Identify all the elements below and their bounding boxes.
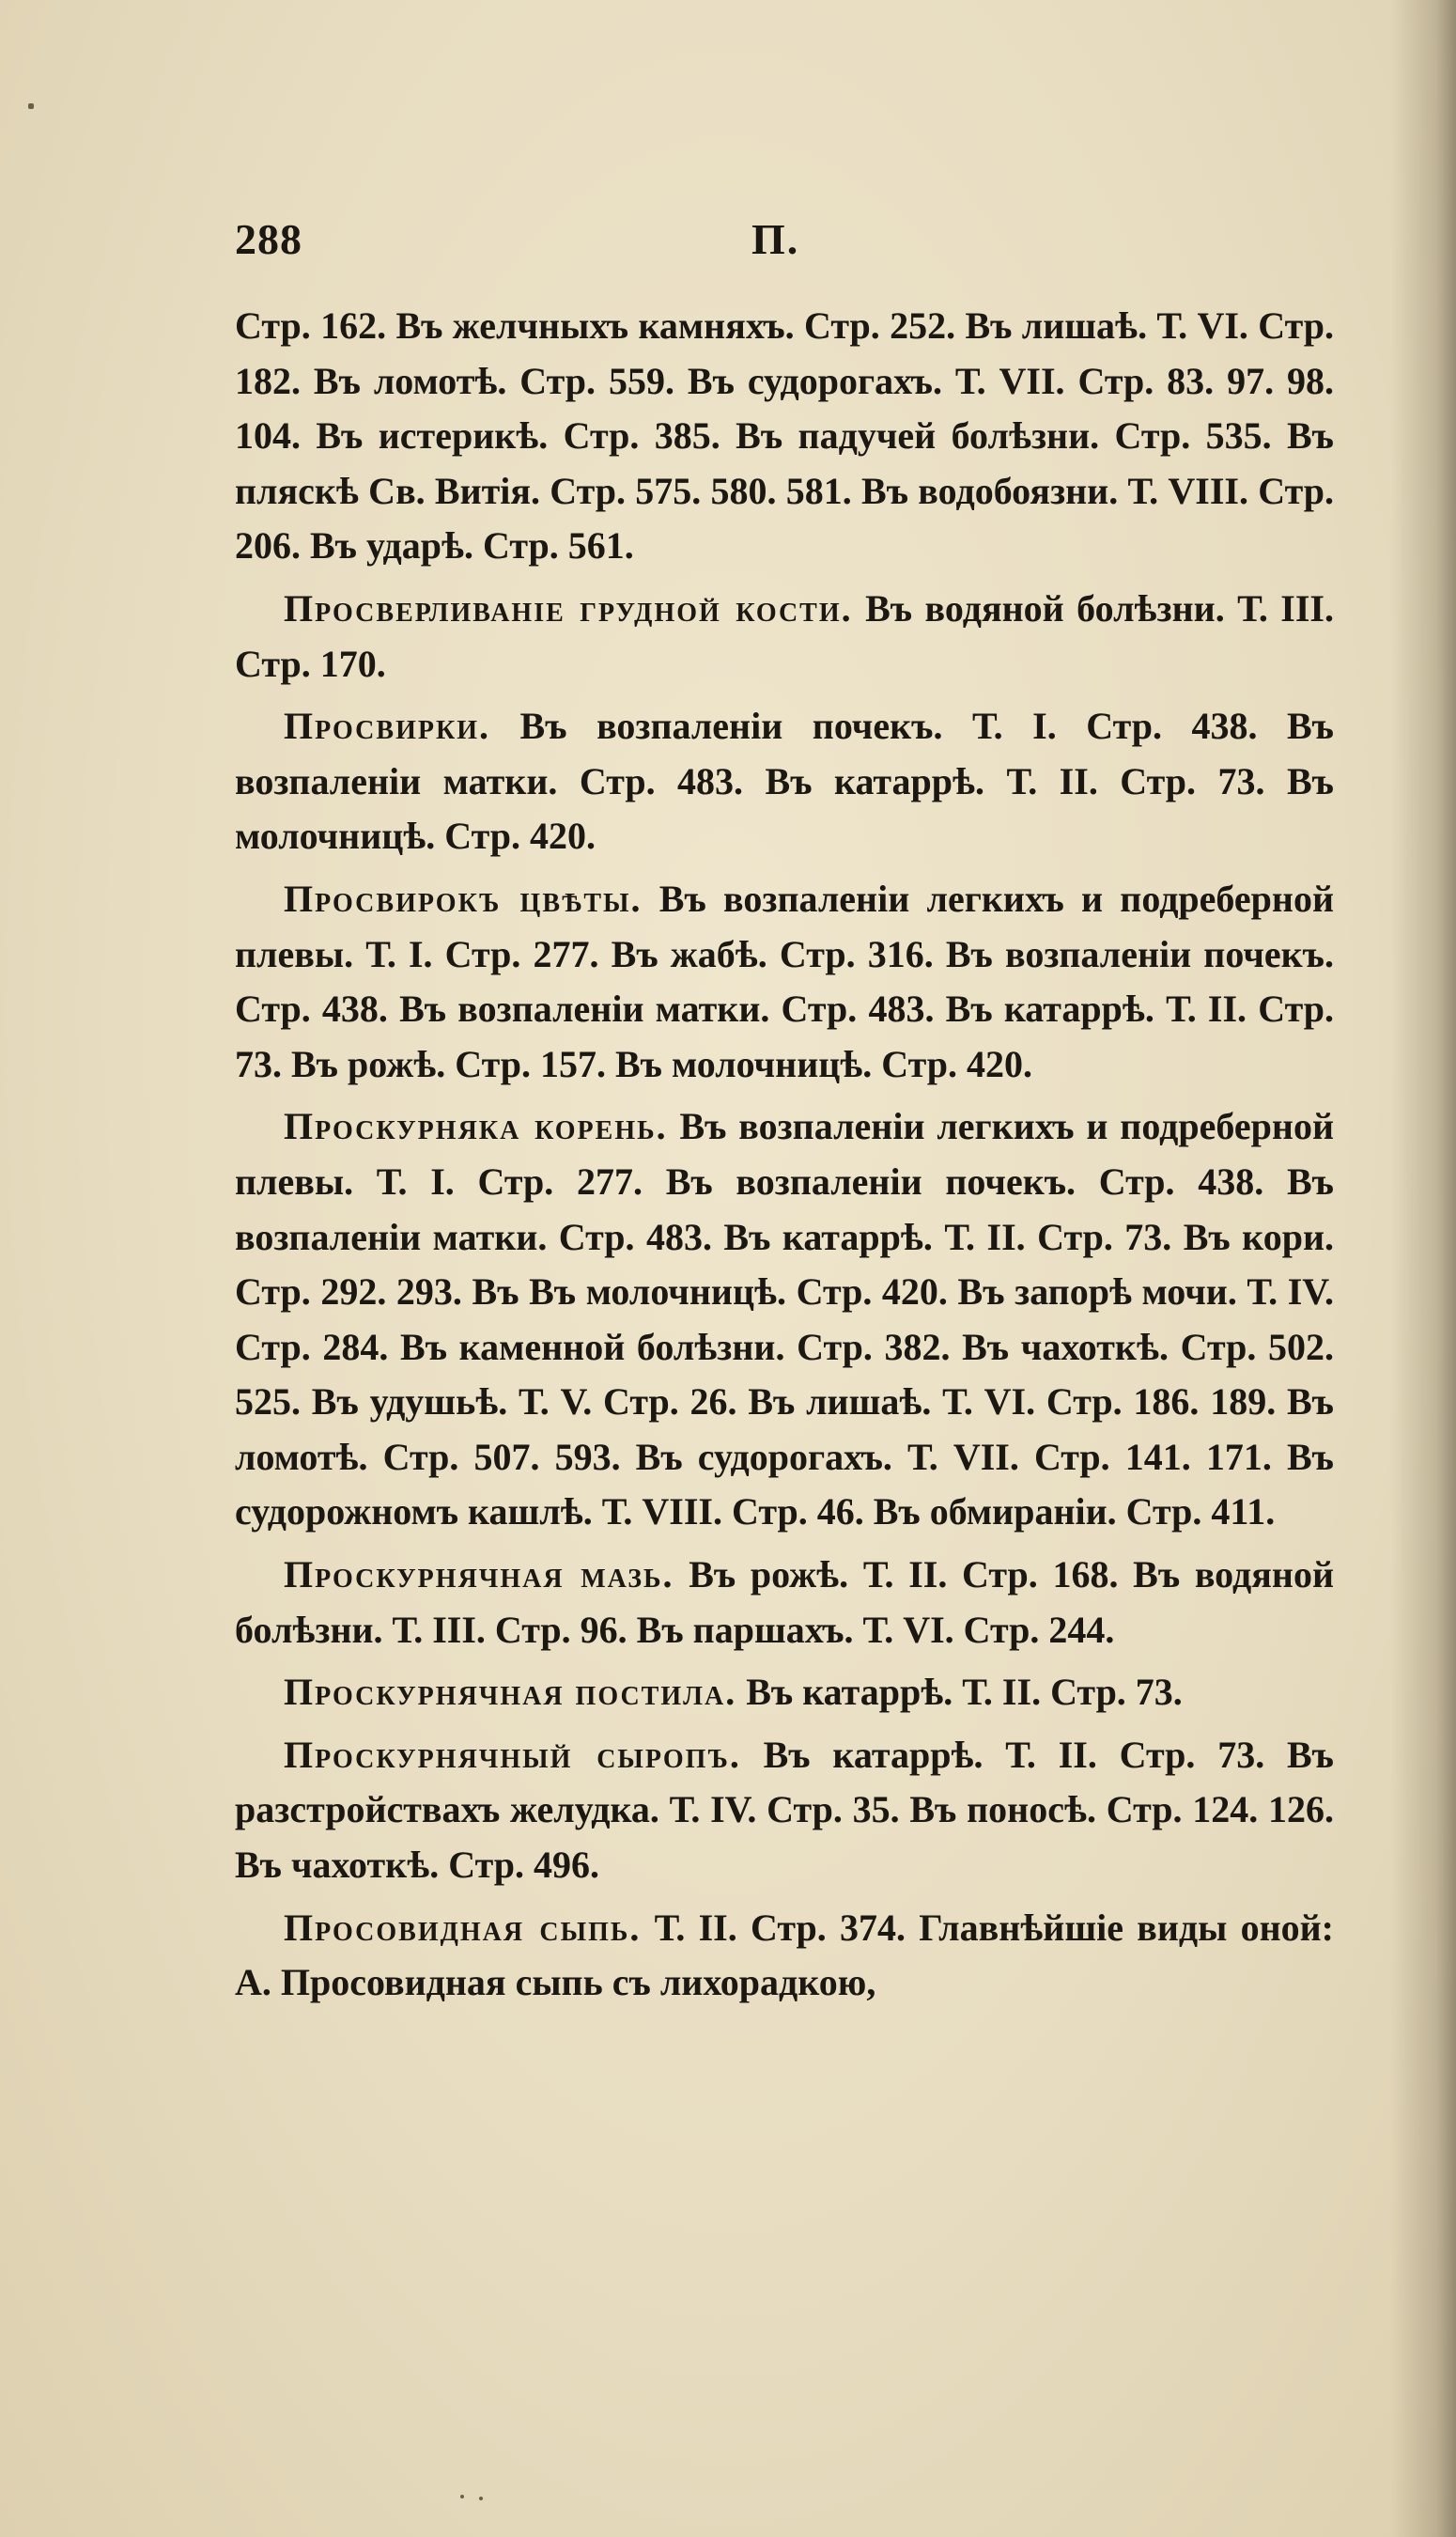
paper-speck (28, 103, 34, 109)
index-entries (235, 299, 1334, 2018)
index-entry (235, 699, 1334, 864)
entry-head: Просовидная сыпь. (284, 1906, 642, 1949)
page-header (235, 214, 1334, 280)
page-number: 288 (235, 215, 302, 263)
index-entry (235, 1099, 1334, 1540)
entry-head: Просверливаніе грудной кости. (284, 586, 853, 630)
index-entry (235, 1901, 1334, 2011)
index-entry (235, 1548, 1334, 1658)
entry-head: Проскурнячный сыропъ. (284, 1733, 741, 1776)
entry-head: Просвирки. (284, 705, 491, 748)
entry-text: Въ возпаленіи легкихъ и подреберной плевы. Т. I. Стр. 277. Въ жабѣ. Стр. 316. Въ возпаленіи почекъ. Стр. 438. Въ возпаленіи матки. Стр. 483. Въ катаррѣ. Т. II. Стр. 73. Въ рожѣ. Стр. 157. Въ молочницѣ. Стр. 420. (235, 877, 1334, 1085)
entry-text: Въ рожѣ. Т. II. Стр. 168. Въ водяной болѣзни. Т. III. Стр. 96. Въ паршахъ. Т. VI. Стр. 244. (235, 1553, 1334, 1651)
entry-text: Въ возпаленіи легкихъ и подреберной плевы. Т. I. Стр. 277. Въ возпаленіи почекъ. Стр. 438. Въ возпаленіи матки. Стр. 483. Въ катаррѣ. Т. II. Стр. 73. Въ кори. Стр. 292. 293. Въ Въ молочницѣ. Стр. 420. Въ запорѣ мочи. Т. IV. Стр. 284. Въ каменной болѣзни. Стр. 382. Въ чахоткѣ. Стр. 502. 525. Въ удушьѣ. Т. V. Стр. 26. Въ лишаѣ. Т. VI. Стр. 186. 189. Въ ломотѣ. Стр. 507. 593. Въ судорогахъ. Т. VII. Стр. 141. 171. Въ судорожномъ кашлѣ. Т. VIII. Стр. 46. Въ обмираніи. Стр. 411. (235, 1105, 1334, 1533)
index-entry (235, 1728, 1334, 1893)
entry-text: Стр. 162. Въ желчныхъ камняхъ. Стр. 252. Въ лишаѣ. Т. VI. Стр. 182. Въ ломотѣ. Стр. 559. Въ судорогахъ. Т. VII. Стр. 83. 97. 98. 104. Въ истерикѣ. Стр. 385. Въ падучей болѣзни. Стр. 535. Въ пляскѣ Св. Витія. Стр. 575. 580. 581. Въ водобоязни. Т. VIII. Стр. 206. Въ ударѣ. Стр. 561. (235, 304, 1334, 568)
entry-head: Проскурняка корень. (284, 1105, 668, 1148)
entry-text: Въ катаррѣ. Т. II. Стр. 73. Въ разстройствахъ желудка. Т. IV. Стр. 35. Въ поносѣ. Стр. 124. 126. Въ чахоткѣ. Стр. 496. (235, 1733, 1334, 1887)
entry-head: Проскурнячная постила. (284, 1671, 737, 1714)
index-entry (235, 582, 1334, 692)
entry-text: Въ водяной болѣзни. Т. III. Стр. 170. (235, 586, 1334, 685)
paper-speck (460, 2495, 464, 2498)
page-edge-shadow (1390, 0, 1456, 2537)
index-entry-continued (235, 299, 1334, 574)
entry-text: Въ катаррѣ. Т. II. Стр. 73. (736, 1671, 1183, 1714)
entry-head: Проскурнячная мазь. (284, 1553, 674, 1596)
entry-text: Въ возпаленіи почекъ. Т. I. Стр. 438. Въ возпаленіи матки. Стр. 483. Въ катаррѣ. Т. II. Стр. 73. Въ молочницѣ. Стр. 420. (235, 705, 1334, 858)
entry-text: Т. II. Стр. 374. Главнѣйшіе виды оной: А. Просовидная сыпь съ лихорадкою, (235, 1906, 1335, 2004)
index-entry (235, 1665, 1334, 1720)
running-head: П. (751, 215, 800, 263)
entry-head: Просвирокъ цвѣты. (284, 877, 643, 920)
paper-speck (479, 2497, 483, 2500)
index-entry (235, 872, 1334, 1092)
